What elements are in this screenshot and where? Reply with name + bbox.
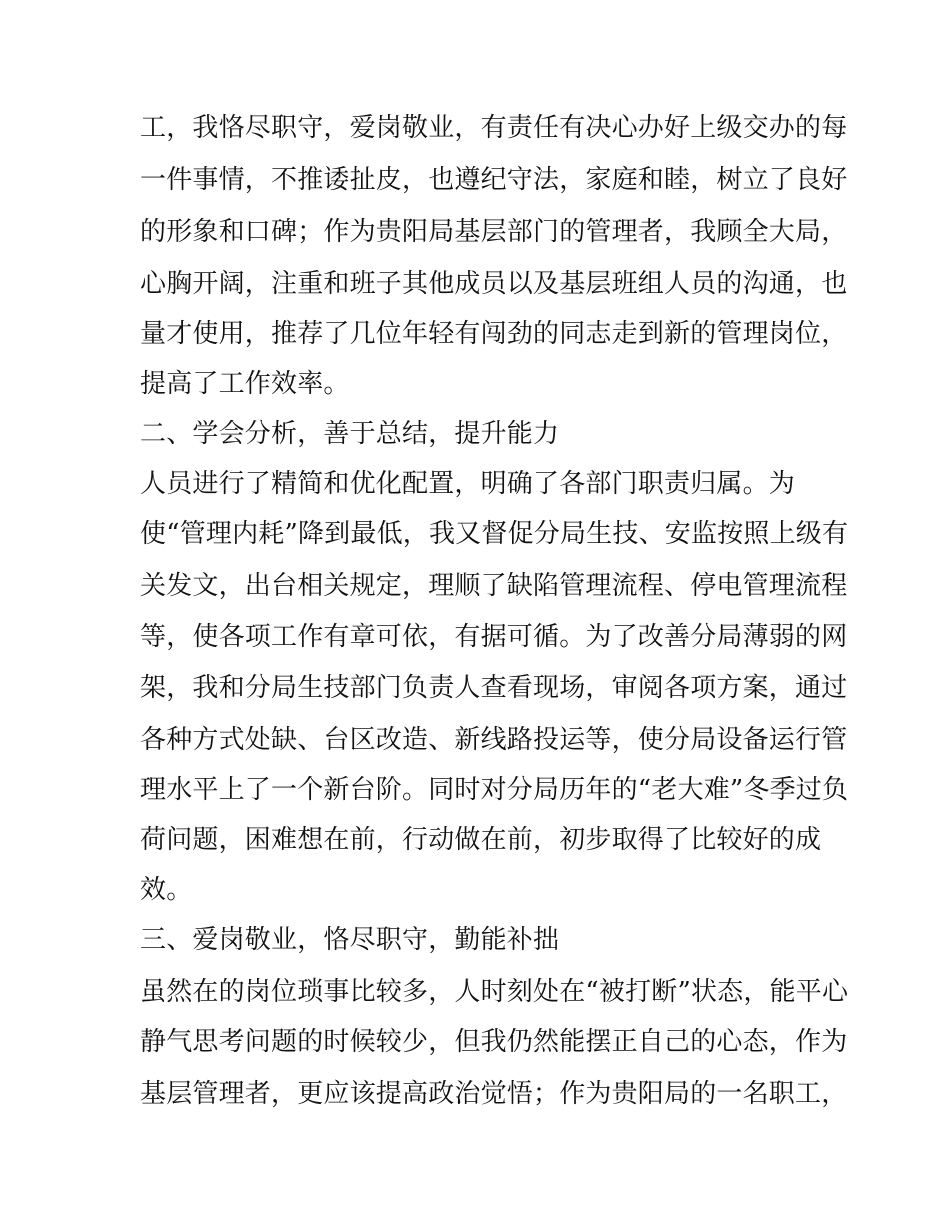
text-line: 心胸开阔，注重和班子其他成员以及基层班组人员的沟通，也 bbox=[140, 269, 848, 299]
text-line: 的形象和口碑；作为贵阳局基层部门的管理者，我顾全大局， bbox=[140, 217, 848, 247]
text-line: 使“管理内耗”降到最低，我又督促分局生技、安监按照上级有 bbox=[140, 519, 849, 549]
text-line: 架，我和分局生技部门负责人查看现场，审阅各项方案，通过 bbox=[140, 673, 848, 703]
text-line: 工，我恪尽职守，爱岗敬业，有责任有决心办好上级交办的每 bbox=[140, 113, 848, 143]
text-line: 静气思考问题的时候较少，但我仍然能摆正自己的心态，作为 bbox=[140, 1027, 848, 1057]
text-line: 人员进行了精简和优化配置，明确了各部门职责归属。为 bbox=[140, 469, 796, 499]
text-line: 荷问题，困难想在前，行动做在前，初步取得了比较好的成 bbox=[140, 825, 822, 855]
text-line: 效。 bbox=[140, 875, 193, 905]
section-heading-3: 三、爱岗敬业，恪尽职守，勤能补拙 bbox=[140, 925, 560, 955]
text-line: 一件事情，不推诿扯皮，也遵纪守法，家庭和睦，树立了良好 bbox=[140, 165, 848, 195]
text-line: 关发文，出台相关规定，理顺了缺陷管理流程、停电管理流程 bbox=[140, 571, 848, 601]
text-line: 提高了工作效率。 bbox=[140, 369, 350, 399]
text-line: 理水平上了一个新台阶。同时对分局历年的“老大难”冬季过负 bbox=[140, 775, 849, 805]
text-line: 虽然在的岗位琐事比较多，人时刻处在“被打断”状态，能平心 bbox=[140, 977, 849, 1007]
text-line: 量才使用，推荐了几位年轻有闯劲的同志走到新的管理岗位， bbox=[140, 319, 848, 349]
section-heading-2: 二、学会分析，善于总结，提升能力 bbox=[140, 419, 560, 449]
text-line: 各种方式处缺、台区改造、新线路投运等，使分局设备运行管 bbox=[140, 725, 848, 755]
text-line: 基层管理者，更应该提高政治觉悟；作为贵阳局的一名职工， bbox=[140, 1079, 848, 1109]
text-line: 等，使各项工作有章可依，有据可循。为了改善分局薄弱的网 bbox=[140, 622, 848, 652]
